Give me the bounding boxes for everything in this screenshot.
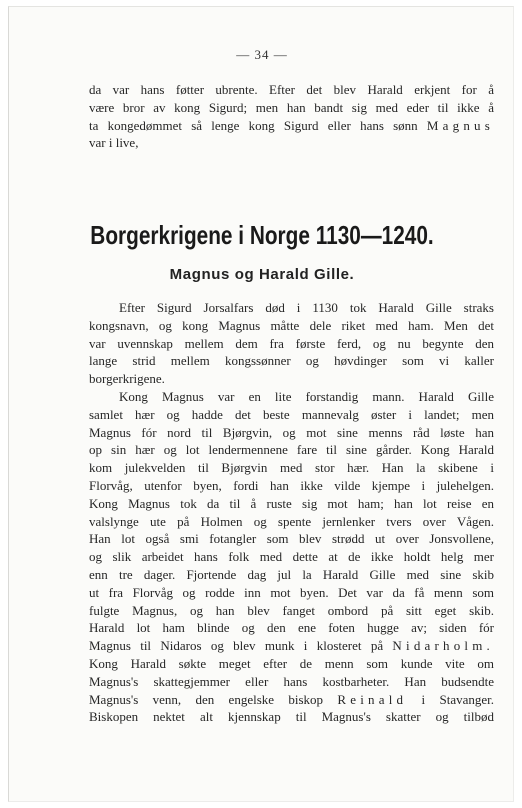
- text-line: være bror av kong Sigurd; men han bandt sig med eder til ikke å: [89, 99, 494, 115]
- text-line: [89, 117, 494, 135]
- text-segment: ta kongedømmet så lenge kong Sigurd eller hans sønn: [89, 117, 418, 133]
- spaced-name: Magnus: [426, 117, 495, 133]
- text-line: og slik arbeidet hans folk med dette at de ikke holdt helg mer: [89, 549, 494, 565]
- text-line: Florvåg, utenfor byen, fordi han ikke vilde kjempe i julehelgen.: [89, 477, 494, 493]
- text-line: ut fra Florvåg og rodde inn mot byen. Det var da få menn som: [89, 584, 494, 600]
- text-line: kom julekvelden til Bjørgvin med stor hær. Han la skibene i: [89, 460, 494, 476]
- text-line: kongsnavn, og kong Magnus måtte dele riket med ham. Men det: [89, 317, 494, 333]
- page-number: — 34 —: [236, 47, 288, 62]
- text-line: var i live,: [89, 135, 139, 151]
- text-line: op sin hær og lot lendermennene fare til sine gårder. Kong Harald: [89, 442, 494, 458]
- chapter-title: Borgerkrigene i Norge 1130—1240.: [90, 220, 434, 250]
- text-line: fulgte Magnus, og han blev fanget ombord på sitt eget skib.: [89, 602, 494, 618]
- text-line: Efter Sigurd Jorsalfars død i 1130 tok Harald Gille straks: [119, 300, 494, 315]
- text-line: Han lot også smi fotangler som blev strødd ut over Jonsvollene,: [89, 531, 494, 547]
- text-line: Biskopen nektet alt kjennskap til Magnus's skatter og tilbød: [89, 709, 494, 725]
- text-line: Harald lot ham blinde og den ene foten hugge av; siden fór: [89, 620, 494, 636]
- body-text: [89, 299, 494, 726]
- intro-paragraph: [89, 81, 494, 152]
- text-line: enn tre dager. Fjortende dag jul la Harald Gille med sine skib: [89, 566, 494, 582]
- text-line: Kong Magnus var en lite forstandig mann. Harald Gille: [119, 388, 494, 404]
- text-line: [89, 637, 494, 655]
- text-line: [89, 691, 494, 709]
- text-line: borgerkrigene.: [89, 371, 165, 387]
- text-segment: i Stavanger.: [421, 691, 494, 707]
- text-line: var uvennskap mellem dem fra første ferd, og nu begynte den: [89, 335, 494, 351]
- spaced-name: Reinald: [337, 691, 408, 707]
- text-line: Magnus fór nord til Bjørgvin, og mot sine menns råd løste han: [89, 424, 494, 440]
- chapter-subtitle: Magnus og Harald Gille.: [169, 266, 355, 283]
- text-line: Magnus's skattegjemmer eller hans kostbarheter. Han budsendte: [89, 673, 494, 689]
- spaced-name: Nidarholm.: [392, 638, 494, 654]
- text-line: samlet hær og hadde det beste mannevalg øster i landet; men: [89, 406, 494, 422]
- text-line: Kong Magnus tok da til å ruste sig mot ham; han lot reise en: [89, 495, 494, 511]
- book-page: [8, 6, 514, 802]
- text-line: valslynge ute på Holmen og spente jernlenker tvers over Vågen.: [89, 513, 494, 529]
- text-line: da var hans føtter ubrente. Efter det blev Harald erkjent for å: [89, 82, 494, 97]
- text-segment: Magnus's venn, den engelske biskop: [89, 691, 324, 707]
- text-segment: Magnus til Nidaros og blev munk i klosteret på: [89, 638, 384, 654]
- text-line: lange strid mellem kongssønner og høvdinger som vi kaller: [89, 353, 494, 369]
- text-line: Kong Harald søkte meget efter de menn som kunde vite om: [89, 655, 494, 671]
